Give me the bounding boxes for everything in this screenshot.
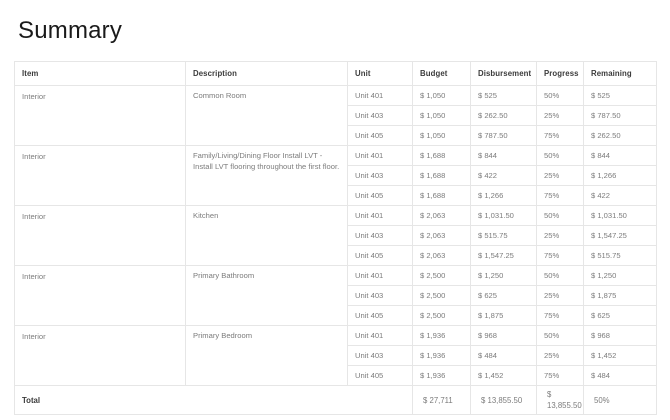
cell-progress: 75% [537, 366, 584, 386]
total-disbursement-secondary: $ 13,855.50 [537, 386, 584, 415]
cell-budget: $ 2,500 [413, 306, 471, 326]
table-row [15, 266, 657, 286]
table-footer [15, 386, 657, 415]
cell-remaining: $ 1,547.25 [584, 226, 657, 246]
table-row [15, 326, 657, 346]
cell-unit: Unit 403 [348, 166, 413, 186]
table-row [15, 86, 657, 106]
cell-remaining: $ 1,031.50 [584, 206, 657, 226]
cell-disbursement: $ 515.75 [471, 226, 537, 246]
cell-remaining: $ 968 [584, 326, 657, 346]
cell-disbursement: $ 625 [471, 286, 537, 306]
cell-budget: $ 2,063 [413, 226, 471, 246]
cell-item: Interior [15, 146, 186, 206]
cell-description: Common Room [186, 86, 348, 146]
cell-remaining: $ 1,875 [584, 286, 657, 306]
cell-budget: $ 1,936 [413, 346, 471, 366]
cell-remaining: $ 262.50 [584, 126, 657, 146]
cell-disbursement: $ 1,452 [471, 366, 537, 386]
total-progress: 50% [584, 386, 657, 415]
cell-budget: $ 2,500 [413, 266, 471, 286]
cell-remaining: $ 787.50 [584, 106, 657, 126]
summary-table [14, 61, 657, 415]
table-row [15, 206, 657, 226]
cell-remaining: $ 1,250 [584, 266, 657, 286]
column-header-unit: Unit [348, 62, 413, 86]
cell-unit: Unit 401 [348, 206, 413, 226]
cell-disbursement: $ 844 [471, 146, 537, 166]
cell-unit: Unit 401 [348, 326, 413, 346]
table-body [15, 86, 657, 386]
cell-disbursement: $ 262.50 [471, 106, 537, 126]
cell-progress: 25% [537, 166, 584, 186]
cell-budget: $ 1,688 [413, 146, 471, 166]
table-row [15, 146, 657, 166]
cell-progress: 25% [537, 106, 584, 126]
cell-unit: Unit 403 [348, 226, 413, 246]
cell-description: Primary Bedroom [186, 326, 348, 386]
total-budget: $ 27,711 [413, 386, 471, 415]
cell-unit: Unit 401 [348, 146, 413, 166]
cell-disbursement: $ 1,250 [471, 266, 537, 286]
page-title: Summary [18, 17, 123, 44]
cell-budget: $ 1,050 [413, 126, 471, 146]
cell-unit: Unit 401 [348, 266, 413, 286]
cell-budget: $ 1,688 [413, 186, 471, 206]
cell-disbursement: $ 968 [471, 326, 537, 346]
cell-remaining: $ 484 [584, 366, 657, 386]
cell-remaining: $ 1,266 [584, 166, 657, 186]
column-header-description: Description [186, 62, 348, 86]
table-header [15, 62, 657, 86]
cell-remaining: $ 525 [584, 86, 657, 106]
cell-unit: Unit 405 [348, 126, 413, 146]
cell-description: Kitchen [186, 206, 348, 266]
cell-progress: 50% [537, 146, 584, 166]
cell-unit: Unit 405 [348, 246, 413, 266]
summary-table-container [14, 61, 656, 415]
cell-progress: 75% [537, 306, 584, 326]
cell-disbursement: $ 1,547.25 [471, 246, 537, 266]
cell-unit: Unit 405 [348, 186, 413, 206]
cell-unit: Unit 405 [348, 366, 413, 386]
cell-budget: $ 2,063 [413, 206, 471, 226]
cell-progress: 50% [537, 326, 584, 346]
cell-unit: Unit 403 [348, 286, 413, 306]
cell-disbursement: $ 1,875 [471, 306, 537, 326]
cell-budget: $ 1,050 [413, 86, 471, 106]
column-header-item: Item [15, 62, 186, 86]
total-row [15, 386, 657, 415]
cell-remaining: $ 844 [584, 146, 657, 166]
cell-progress: 50% [537, 86, 584, 106]
table-header-row [15, 62, 657, 86]
total-disbursement: $ 13,855.50 [471, 386, 537, 415]
cell-remaining: $ 515.75 [584, 246, 657, 266]
cell-remaining: $ 625 [584, 306, 657, 326]
cell-progress: 75% [537, 126, 584, 146]
total-label: Total [15, 386, 413, 415]
cell-budget: $ 1,050 [413, 106, 471, 126]
cell-progress: 25% [537, 346, 584, 366]
cell-unit: Unit 401 [348, 86, 413, 106]
cell-disbursement: $ 787.50 [471, 126, 537, 146]
column-header-remaining: Remaining [584, 62, 657, 86]
cell-unit: Unit 405 [348, 306, 413, 326]
cell-disbursement: $ 1,266 [471, 186, 537, 206]
cell-description: Family/Living/Dining Floor Install LVT - Install LVT flooring throughout the first floor. [186, 146, 348, 206]
cell-progress: 75% [537, 186, 584, 206]
cell-disbursement: $ 484 [471, 346, 537, 366]
cell-item: Interior [15, 266, 186, 326]
column-header-disbursement: Disbursement [471, 62, 537, 86]
cell-unit: Unit 403 [348, 106, 413, 126]
cell-remaining: $ 422 [584, 186, 657, 206]
cell-unit: Unit 403 [348, 346, 413, 366]
cell-budget: $ 2,500 [413, 286, 471, 306]
cell-description: Primary Bathroom [186, 266, 348, 326]
cell-progress: 75% [537, 246, 584, 266]
cell-budget: $ 1,936 [413, 326, 471, 346]
cell-item: Interior [15, 326, 186, 386]
cell-remaining: $ 1,452 [584, 346, 657, 366]
cell-progress: 25% [537, 226, 584, 246]
cell-disbursement: $ 422 [471, 166, 537, 186]
cell-progress: 50% [537, 266, 584, 286]
cell-progress: 50% [537, 206, 584, 226]
cell-item: Interior [15, 206, 186, 266]
column-header-progress: Progress [537, 62, 584, 86]
column-header-budget: Budget [413, 62, 471, 86]
cell-budget: $ 1,936 [413, 366, 471, 386]
cell-budget: $ 2,063 [413, 246, 471, 266]
cell-item: Interior [15, 86, 186, 146]
cell-disbursement: $ 525 [471, 86, 537, 106]
cell-budget: $ 1,688 [413, 166, 471, 186]
cell-disbursement: $ 1,031.50 [471, 206, 537, 226]
cell-progress: 25% [537, 286, 584, 306]
